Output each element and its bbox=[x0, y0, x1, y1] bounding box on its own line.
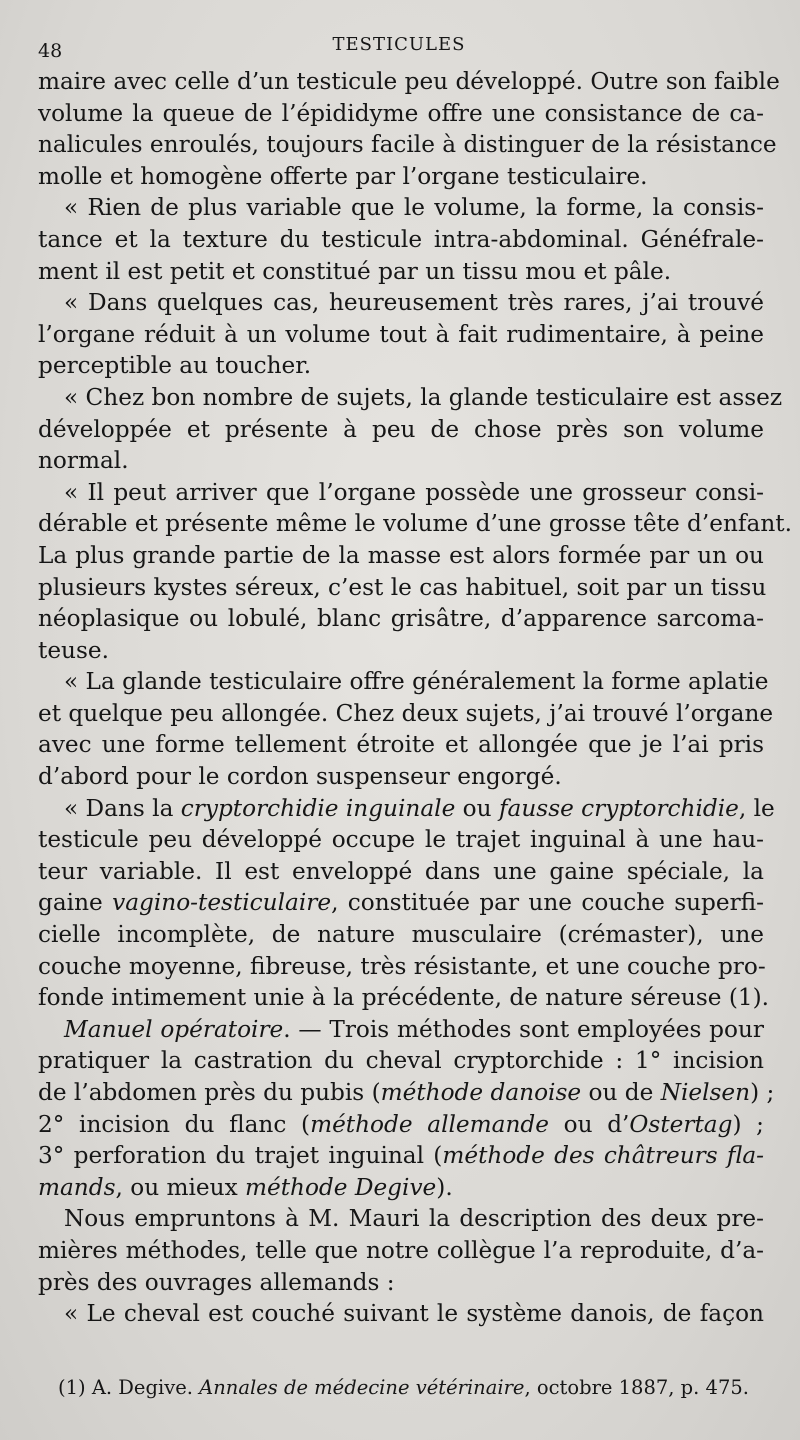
text-line: et quelque peu allongée. Chez deux sujets, j’ai trouvé l’organe bbox=[38, 699, 774, 727]
page-header bbox=[38, 34, 760, 62]
text-line: ment il est petit et constitué par un tissu mou et pâle. bbox=[38, 257, 672, 285]
text-line: mands, ou mieux méthode Degive). bbox=[38, 1173, 453, 1201]
text-line: testicule peu développé occupe le trajet inguinal à une hau- bbox=[38, 826, 764, 854]
body-text bbox=[38, 66, 792, 1330]
text-line: avec une forme tellement étroite et allongée que je l’ai pris bbox=[38, 731, 764, 759]
text-line: mières méthodes, telle que notre collègue l’a reproduite, d’a- bbox=[38, 1236, 764, 1264]
text-line: d’abord pour le cordon suspenseur engorgé. bbox=[38, 763, 562, 791]
text-line: tance et la texture du testicule intra-abdominal. Généfrale- bbox=[38, 225, 764, 253]
text-line: 3° perforation du trajet inguinal (méthode des châtreurs fla- bbox=[38, 1142, 764, 1170]
text-line: « Le cheval est couché suivant le système danois, de façon bbox=[64, 1300, 764, 1328]
text-line: « Rien de plus variable que le volume, la forme, la consis- bbox=[64, 194, 764, 222]
text-line: couche moyenne, fibreuse, très résistante, et une couche pro- bbox=[38, 952, 766, 980]
text-line: maire avec celle d’un testicule peu développé. Outre son faible bbox=[38, 68, 780, 95]
text-line: Manuel opératoire. — Trois méthodes sont employées pour bbox=[64, 1015, 764, 1043]
text-line: molle et homogène offerte par l’organe testiculaire. bbox=[38, 162, 648, 190]
text-line: nalicules enroulés, toujours facile à distinguer de la résistance bbox=[38, 131, 777, 159]
text-line: « La glande testiculaire offre généralement la forme aplatie bbox=[64, 668, 769, 696]
text-line: « Dans quelques cas, heureusement très rares, j’ai trouvé bbox=[64, 289, 764, 317]
text-line: dérable et présente même le volume d’une grosse tête d’enfant. bbox=[38, 510, 792, 538]
text-line: 2° incision du flanc (méthode allemande ou d’Ostertag) ; bbox=[38, 1110, 764, 1138]
text-line: perceptible au toucher. bbox=[38, 352, 312, 380]
running-title: TESTICULES bbox=[332, 34, 466, 55]
text-line: cielle incomplète, de nature musculaire (crémaster), une bbox=[38, 921, 764, 949]
text-line: néoplasique ou lobulé, blanc grisâtre, d’apparence sarcoma- bbox=[38, 605, 764, 633]
page-number: 48 bbox=[38, 40, 63, 62]
text-line: fonde intimement unie à la précédente, de nature séreuse (1). bbox=[38, 984, 770, 1012]
text-line: pratiquer la castration du cheval cryptorchide : 1° incision bbox=[38, 1047, 764, 1075]
text-line: plusieurs kystes séreux, c’est le cas habituel, soit par un tissu bbox=[38, 573, 767, 601]
text-line: teuse. bbox=[38, 636, 109, 664]
text-line: « Dans la cryptorchidie inguinale ou fausse cryptorchidie, le bbox=[64, 794, 775, 822]
text-line: « Il peut arriver que l’organe possède une grosseur consi- bbox=[64, 478, 764, 506]
text-line: « Chez bon nombre de sujets, la glande testiculaire est assez bbox=[64, 383, 783, 411]
text-line: près des ouvrages allemands : bbox=[38, 1268, 395, 1296]
text-line: teur variable. Il est enveloppé dans une gaine spéciale, la bbox=[38, 857, 764, 885]
text-line: La plus grande partie de la masse est alors formée par un ou bbox=[38, 541, 764, 569]
text-line: normal. bbox=[38, 447, 129, 475]
text-line: développée et présente à peu de chose près son volume bbox=[38, 415, 764, 443]
text-line: de l’abdomen près du pubis (méthode danoise ou de Nielsen) ; bbox=[38, 1079, 775, 1106]
footnote: (1) A. Degive. Annales de médecine vétérinaire, octobre 1887, p. 475. bbox=[58, 1376, 749, 1399]
text-line: gaine vagino-testiculaire, constituée par une couche superfi- bbox=[38, 889, 764, 917]
text-line: Nous empruntons à M. Mauri la description des deux pre- bbox=[64, 1205, 764, 1233]
text-line: l’organe réduit à un volume tout à fait rudimentaire, à peine bbox=[38, 320, 764, 348]
text-line: volume la queue de l’épididyme offre une consistance de ca- bbox=[38, 99, 764, 127]
